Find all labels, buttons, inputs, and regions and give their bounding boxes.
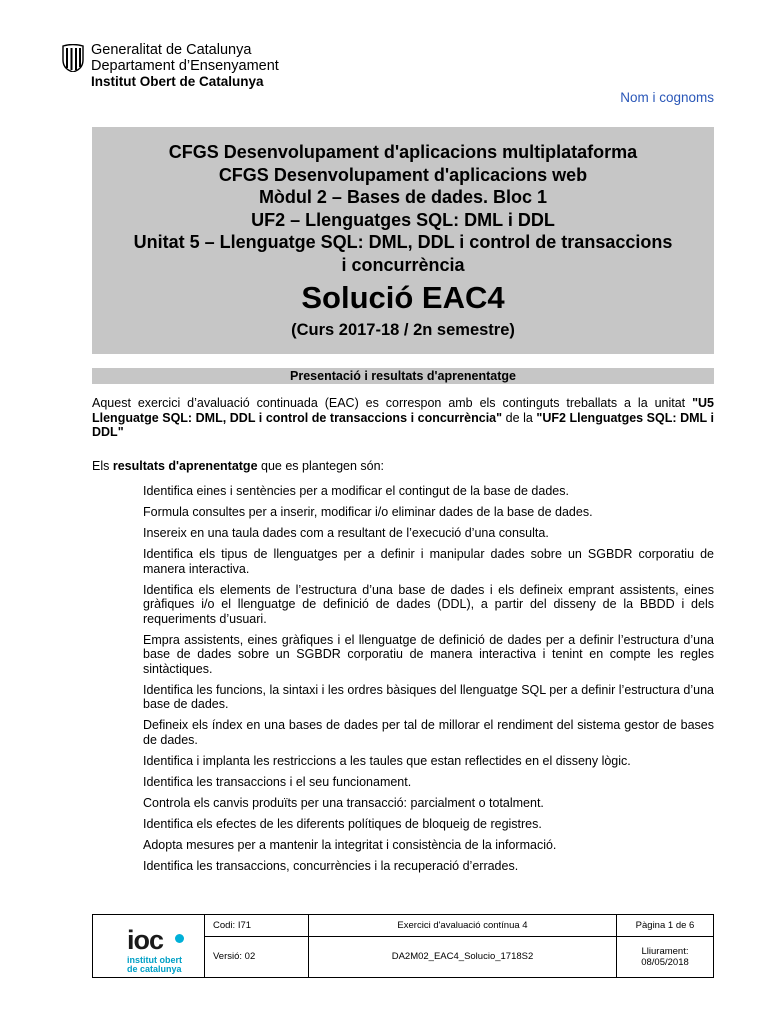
ioc-sub-line: institut obert bbox=[127, 955, 182, 965]
title-line: CFGS Desenvolupament d'aplicacions multiplataforma bbox=[168, 142, 638, 162]
list-item: Defineix els índex en una bases de dades per tal de millorar el rendiment del sistema gestor de bases de dades. bbox=[143, 718, 714, 747]
ioc-sub-line: de catalunya bbox=[127, 964, 182, 974]
footer-delivery bbox=[617, 936, 714, 977]
delivery-date: 08/05/2018 bbox=[641, 956, 689, 968]
list-item: Controla els canvis produïts per una transacció: parcialment o totalment. bbox=[143, 795, 544, 810]
org-line-department: Departament d’Ensenyament bbox=[91, 58, 279, 74]
list-item: Formula consultes per a inserir, modificar i/o eliminar dades de la base de dades. bbox=[143, 505, 593, 519]
results-text: que es plantegen són: bbox=[257, 459, 385, 473]
unit-reference: "U5 Llenguatge SQL: DML, DDL i control de transaccions i concurrència" bbox=[92, 396, 714, 425]
title-line: Unitat 5 – Llenguatge SQL: DML, DDL i control de transaccions bbox=[133, 232, 673, 252]
title-line: CFGS Desenvolupament d'aplicacions web bbox=[218, 164, 588, 185]
ioc-dot-icon bbox=[175, 934, 184, 943]
generalitat-logo-icon bbox=[62, 44, 84, 72]
list-item: Adopta mesures per a mantenir la integritat i consistència de la informació. bbox=[143, 837, 557, 852]
ioc-logo-subtitle bbox=[127, 956, 182, 974]
results-intro bbox=[92, 459, 384, 473]
list-item: Identifica eines i sentències per a modificar el contingut de la base de dades. bbox=[143, 484, 569, 498]
uf-reference: "UF2 Llenguatges SQL: DML i DDL" bbox=[92, 410, 714, 439]
list-item: Identifica els elements de l’estructura d’una base de dades i els defineix emprant assistents, eines gràfiques i/o el llenguatge de definició de dades (DDL), a partir del disseny de la BBDD i dels requeriments d’usuari. bbox=[143, 582, 714, 626]
footer-exercise: Exercici d'avaluació contínua 4 bbox=[309, 915, 617, 937]
list-item: Empra assistents, eines gràfiques i el llenguatge de definició de dades per a definir l’estructura d’una base de dades sobre un SGBDR corporatiu de manera interactiva i tenint en compte les regles sintàctiques. bbox=[143, 632, 714, 676]
intro-text: de la bbox=[502, 410, 537, 425]
footer-page-number: Pàgina 1 de 6 bbox=[617, 915, 714, 937]
results-term: resultats d'aprenentatge bbox=[112, 459, 258, 473]
course-period: (Curs 2017-18 / 2n semestre) bbox=[291, 321, 515, 339]
delivery-label: Lliurament: bbox=[641, 945, 689, 957]
list-item: Identifica les transaccions i el seu funcionament. bbox=[143, 774, 412, 789]
footer-version: Versió: 02 bbox=[205, 936, 309, 977]
footer-filename: DA2M02_EAC4_Solucio_1718S2 bbox=[309, 936, 617, 977]
org-line-generalitat: Generalitat de Catalunya bbox=[91, 42, 252, 58]
list-item: Identifica i implanta les restriccions a les taules que estan reflectides en el disseny lògic. bbox=[143, 753, 631, 768]
list-item: Identifica les funcions, la sintaxi i les ordres bàsiques del llenguatge SQL per a definir l’estructura d’una base de dades. bbox=[143, 682, 714, 711]
section-heading: Presentació i resultats d'aprenentatge bbox=[92, 368, 714, 384]
intro-text: Aquest exercici d’avaluació continuada (EAC) es correspon amb els continguts treballats a la unitat bbox=[92, 396, 693, 410]
ioc-logo bbox=[93, 915, 205, 978]
learning-outcomes-list bbox=[143, 484, 714, 880]
org-line-institute: Institut Obert de Catalunya bbox=[91, 74, 264, 89]
student-name-field[interactable]: Nom i cognoms bbox=[620, 90, 714, 105]
intro-paragraph bbox=[92, 396, 714, 440]
ioc-logo-word: ioc bbox=[127, 925, 164, 955]
title-block bbox=[92, 127, 714, 354]
list-item: Identifica els tipus de llenguatges per a definir i manipular dades sobre un SGBDR corporatiu de manera interactiva. bbox=[143, 547, 714, 576]
title-line: Mòdul 2 – Bases de dades. Bloc 1 bbox=[258, 187, 548, 207]
list-item: Identifica els efectes de les diferents polítiques de bloqueig de registres. bbox=[143, 816, 542, 831]
results-text: Els bbox=[92, 459, 113, 473]
title-line: UF2 – Llenguatges SQL: DML i DDL bbox=[251, 209, 555, 230]
document-title: Solució EAC4 bbox=[301, 280, 505, 315]
list-item: Insereix en una taula dades com a resultant de l’execució d’una consulta. bbox=[143, 526, 549, 540]
title-line: i concurrència bbox=[341, 254, 465, 275]
list-item: Identifica les transaccions, concurrències i la recuperació d’errades. bbox=[143, 858, 519, 873]
document-footer bbox=[92, 914, 714, 978]
footer-code: Codi: I71 bbox=[205, 915, 309, 937]
organization-name bbox=[91, 42, 279, 90]
